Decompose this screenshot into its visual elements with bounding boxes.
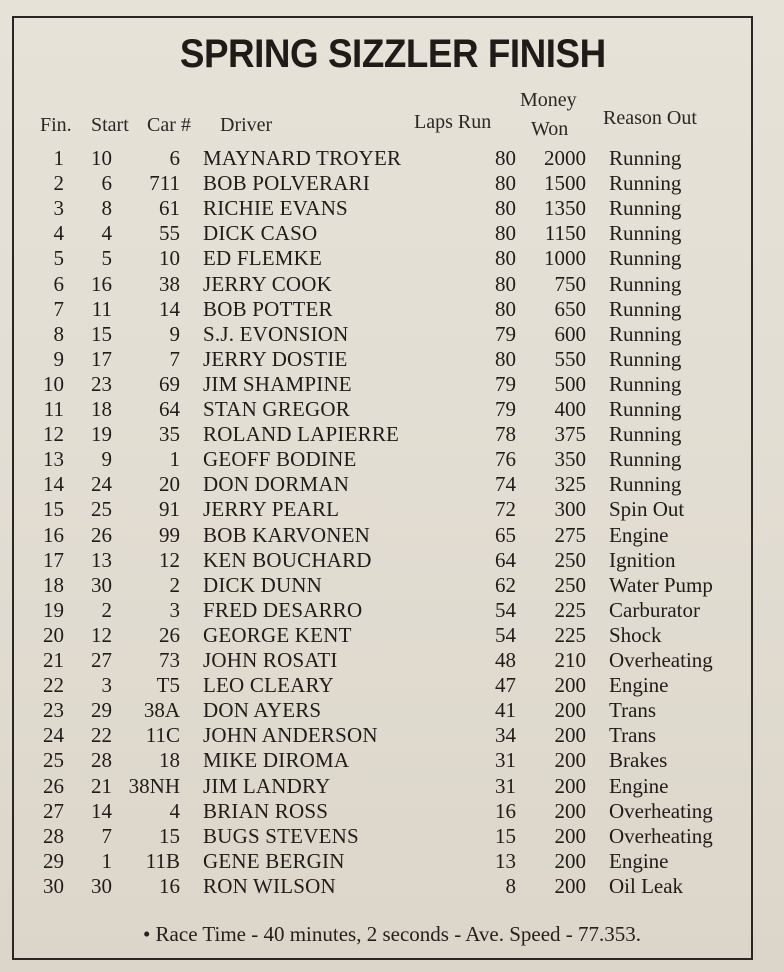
money-won: 750: [554, 271, 586, 296]
race-summary: • Race Time - 40 minutes, 2 seconds - Ave. Speed - 77.353.: [142, 922, 642, 946]
money-won: 200: [554, 673, 586, 698]
finish-position: 23: [43, 698, 64, 723]
start-position: 27: [91, 648, 112, 672]
finish-position: 7: [53, 296, 64, 321]
driver-name: MAYNARD TROYER: [203, 146, 402, 170]
finish-position: 14: [43, 472, 64, 497]
reason-out: Running: [609, 246, 682, 271]
driver-name: MIKE DIROMA: [203, 748, 350, 773]
start-position: 23: [91, 371, 112, 396]
reason-out: Running: [609, 371, 682, 396]
start-position: 15: [91, 321, 112, 346]
table-row: [0, 874, 784, 899]
money-won: 375: [554, 422, 586, 447]
table-row: [0, 347, 784, 372]
driver-name: RICHIE EVANS: [203, 196, 348, 221]
reason-out: Running: [609, 321, 682, 346]
start-position: 22: [91, 723, 112, 748]
reason-out: Spin Out: [609, 497, 685, 522]
table-row: [0, 196, 784, 221]
start-position: 13: [91, 547, 112, 572]
car-number: 4: [169, 798, 180, 823]
money-won: 1000: [544, 246, 586, 271]
laps-run: 31: [495, 748, 516, 773]
reason-out: Brakes: [609, 748, 668, 773]
driver-name: GENE BERGIN: [203, 848, 345, 873]
laps-run: 80: [495, 271, 516, 296]
driver-name: JERRY DOSTIE: [203, 346, 348, 371]
car-number: 10: [159, 246, 180, 271]
laps-run: 41: [495, 698, 516, 723]
driver-name: RON WILSON: [203, 873, 336, 898]
table-row: [0, 523, 784, 548]
header-won: Won: [531, 118, 569, 140]
driver-name: KEN BOUCHARD: [203, 547, 372, 572]
reason-out: Engine: [609, 673, 669, 698]
start-position: 12: [91, 622, 112, 647]
driver-name: ROLAND LAPIERRE: [203, 422, 400, 447]
car-number: 1: [169, 447, 180, 472]
car-number: 12: [159, 547, 180, 572]
reason-out: Running: [609, 472, 682, 497]
reason-out: Running: [609, 171, 682, 196]
start-position: 9: [101, 447, 112, 472]
driver-name: JIM SHAMPINE: [203, 371, 352, 396]
finish-position: 17: [43, 547, 64, 572]
reason-out: Engine: [609, 848, 669, 873]
car-number: 26: [159, 622, 180, 647]
finish-position: 27: [43, 798, 64, 823]
reason-out: Overheating: [609, 648, 713, 672]
driver-name: LEO CLEARY: [203, 673, 334, 698]
start-position: 5: [101, 246, 112, 271]
laps-run: 80: [495, 346, 516, 371]
money-won: 225: [554, 597, 586, 622]
car-number: 711: [149, 171, 180, 196]
car-number: 2: [169, 572, 180, 597]
header-money: Money: [520, 89, 577, 111]
laps-run: 80: [495, 146, 516, 170]
header-driver: Driver: [220, 114, 273, 136]
table-row: [0, 723, 784, 748]
start-position: 7: [101, 823, 112, 848]
money-won: 550: [554, 346, 586, 371]
money-won: 1150: [544, 221, 586, 246]
driver-name: BUGS STEVENS: [203, 823, 359, 848]
finish-position: 3: [53, 196, 64, 221]
reason-out: Trans: [609, 723, 657, 748]
reason-out: Engine: [609, 773, 669, 798]
car-number: 15: [159, 823, 180, 848]
start-position: 30: [91, 572, 112, 597]
table-row: [0, 146, 784, 171]
driver-name: JOHN ROSATI: [203, 648, 338, 672]
laps-run: 80: [495, 246, 516, 271]
laps-run: 15: [495, 823, 516, 848]
start-position: 11: [91, 296, 112, 321]
reason-out: Running: [609, 221, 682, 246]
money-won: 200: [554, 723, 586, 748]
money-won: 200: [554, 773, 586, 798]
laps-run: 48: [495, 648, 516, 672]
start-position: 14: [91, 798, 112, 823]
table-row: [0, 171, 784, 196]
laps-run: 54: [495, 622, 516, 647]
laps-run: 80: [495, 171, 516, 196]
finish-position: 16: [43, 522, 64, 547]
start-position: 16: [91, 271, 112, 296]
table-row: [0, 497, 784, 522]
start-position: 18: [91, 397, 112, 421]
driver-name: JOHN ANDERSON: [203, 723, 378, 748]
driver-name: BOB POTTER: [203, 296, 333, 321]
laps-run: 31: [495, 773, 516, 798]
finish-position: 18: [43, 572, 64, 597]
table-row: [0, 623, 784, 648]
driver-name: DICK DUNN: [203, 572, 323, 597]
table-row: [0, 548, 784, 573]
table-row: [0, 272, 784, 297]
start-position: 24: [91, 472, 112, 497]
laps-run: 13: [495, 848, 516, 873]
laps-run: 80: [495, 221, 516, 246]
laps-run: 79: [495, 321, 516, 346]
car-number: 69: [159, 371, 180, 396]
car-number: 64: [159, 397, 180, 421]
car-number: 73: [159, 648, 180, 672]
money-won: 350: [554, 447, 586, 472]
reason-out: Shock: [609, 622, 662, 647]
money-won: 600: [554, 321, 586, 346]
driver-name: BOB POLVERARI: [203, 171, 370, 196]
table-row: [0, 748, 784, 773]
car-number: 91: [159, 497, 180, 522]
finish-position: 22: [43, 673, 64, 698]
reason-out: Overheating: [609, 823, 713, 848]
start-position: 21: [91, 773, 112, 798]
table-row: [0, 372, 784, 397]
finish-position: 15: [43, 497, 64, 522]
money-won: 200: [554, 798, 586, 823]
money-won: 1350: [544, 196, 586, 221]
car-number: 38A: [143, 698, 180, 723]
laps-run: 54: [495, 597, 516, 622]
driver-name: DON AYERS: [203, 698, 322, 723]
finish-position: 11: [43, 397, 64, 421]
start-position: 28: [91, 748, 112, 773]
driver-name: JIM LANDRY: [203, 773, 331, 798]
driver-name: ED FLEMKE: [203, 246, 323, 271]
finish-position: 5: [53, 246, 64, 271]
driver-name: JERRY COOK: [203, 271, 332, 296]
driver-name: DON DORMAN: [203, 472, 350, 497]
laps-run: 79: [495, 397, 516, 421]
car-number: 38NH: [128, 773, 180, 798]
table-row: [0, 774, 784, 799]
laps-run: 62: [495, 572, 516, 597]
laps-run: 34: [495, 723, 516, 748]
reason-out: Overheating: [609, 798, 713, 823]
reason-out: Running: [609, 447, 682, 472]
start-position: 30: [91, 873, 112, 898]
car-number: 18: [159, 748, 180, 773]
start-position: 8: [101, 196, 112, 221]
finish-position: 4: [53, 221, 64, 246]
header-car: Car #: [147, 114, 191, 136]
money-won: 500: [554, 371, 586, 396]
start-position: 29: [91, 698, 112, 723]
driver-name: BRIAN ROSS: [203, 798, 329, 823]
finish-position: 20: [43, 622, 64, 647]
reason-out: Running: [609, 346, 682, 371]
driver-name: DICK CASO: [203, 221, 318, 246]
finish-position: 21: [43, 648, 64, 672]
header-laps-run: Laps Run: [414, 111, 492, 133]
car-number: 16: [159, 873, 180, 898]
start-position: 1: [101, 848, 112, 873]
finish-position: 6: [53, 271, 64, 296]
reason-out: Running: [609, 196, 682, 221]
reason-out: Running: [609, 146, 682, 170]
table-row: [0, 447, 784, 472]
reason-out: Ignition: [609, 547, 676, 572]
finish-position: 2: [53, 171, 64, 196]
laps-run: 76: [495, 447, 516, 472]
start-position: 4: [101, 221, 112, 246]
table-row: [0, 799, 784, 824]
header-fin: Fin.: [40, 114, 72, 136]
car-number: 11C: [145, 723, 180, 748]
table-row: [0, 598, 784, 623]
driver-name: STAN GREGOR: [203, 397, 350, 421]
laps-run: 8: [505, 873, 516, 898]
car-number: 35: [159, 422, 180, 447]
reason-out: Running: [609, 397, 682, 421]
driver-name: GEORGE KENT: [203, 622, 352, 647]
table-row: [0, 673, 784, 698]
car-number: 99: [159, 522, 180, 547]
money-won: 650: [554, 296, 586, 321]
laps-run: 78: [495, 422, 516, 447]
finish-position: 29: [43, 848, 64, 873]
table-row: [0, 246, 784, 271]
table-row: [0, 221, 784, 246]
table-row: [0, 573, 784, 598]
header-reason-out: Reason Out: [603, 107, 697, 129]
reason-out: Running: [609, 422, 682, 447]
laps-run: 65: [495, 522, 516, 547]
table-row: [0, 648, 784, 673]
finish-position: 13: [43, 447, 64, 472]
driver-name: S.J. EVONSION: [203, 321, 349, 346]
finish-position: 30: [43, 873, 64, 898]
start-position: 19: [91, 422, 112, 447]
reason-out: Running: [609, 296, 682, 321]
start-position: 25: [91, 497, 112, 522]
reason-out: Carburator: [609, 597, 700, 622]
money-won: 400: [554, 397, 586, 421]
finish-position: 26: [43, 773, 64, 798]
start-position: 2: [101, 597, 112, 622]
driver-name: JERRY PEARL: [203, 497, 340, 522]
money-won: 250: [554, 572, 586, 597]
start-position: 3: [101, 673, 112, 698]
money-won: 200: [554, 848, 586, 873]
reason-out: Running: [609, 271, 682, 296]
car-number: 55: [159, 221, 180, 246]
header-start: Start: [91, 114, 129, 136]
money-won: 210: [554, 648, 586, 672]
finish-position: 1: [53, 146, 64, 170]
laps-run: 16: [495, 798, 516, 823]
car-number: 9: [169, 321, 180, 346]
money-won: 300: [554, 497, 586, 522]
money-won: 1500: [544, 171, 586, 196]
laps-run: 74: [495, 472, 516, 497]
money-won: 325: [554, 472, 586, 497]
finish-position: 12: [43, 422, 64, 447]
finish-position: 25: [43, 748, 64, 773]
results-title: SPRING SIZZLER FINISH: [179, 32, 606, 76]
money-won: 2000: [544, 146, 586, 170]
money-won: 200: [554, 748, 586, 773]
laps-run: 47: [495, 673, 516, 698]
table-row: [0, 698, 784, 723]
money-won: 200: [554, 823, 586, 848]
start-position: 6: [101, 171, 112, 196]
finish-position: 28: [43, 823, 64, 848]
table-row: [0, 422, 784, 447]
finish-position: 10: [43, 371, 64, 396]
car-number: 38: [159, 271, 180, 296]
finish-position: 8: [53, 321, 64, 346]
table-row: [0, 472, 784, 497]
laps-run: 80: [495, 296, 516, 321]
car-number: 11B: [145, 848, 180, 873]
money-won: 250: [554, 547, 586, 572]
laps-run: 64: [495, 547, 516, 572]
car-number: 3: [169, 597, 180, 622]
finish-position: 9: [53, 346, 64, 371]
table-row: [0, 824, 784, 849]
car-number: 20: [159, 472, 180, 497]
table-row: [0, 322, 784, 347]
money-won: 275: [554, 522, 586, 547]
start-position: 10: [91, 146, 112, 170]
start-position: 17: [91, 346, 112, 371]
money-won: 225: [554, 622, 586, 647]
car-number: 14: [159, 296, 180, 321]
money-won: 200: [554, 873, 586, 898]
reason-out: Trans: [609, 698, 657, 723]
start-position: 26: [91, 522, 112, 547]
car-number: 6: [169, 146, 180, 170]
reason-out: Engine: [609, 522, 669, 547]
reason-out: Oil Leak: [609, 873, 684, 898]
car-number: 61: [159, 196, 180, 221]
table-row: [0, 849, 784, 874]
table-row: [0, 397, 784, 422]
finish-position: 19: [43, 597, 64, 622]
laps-run: 80: [495, 196, 516, 221]
table-row: [0, 297, 784, 322]
finish-position: 24: [43, 723, 64, 748]
driver-name: GEOFF BODINE: [203, 447, 357, 472]
reason-out: Water Pump: [609, 572, 713, 597]
laps-run: 72: [495, 497, 516, 522]
car-number: T5: [156, 673, 180, 698]
car-number: 7: [169, 346, 180, 371]
money-won: 200: [554, 698, 586, 723]
driver-name: BOB KARVONEN: [203, 522, 370, 547]
driver-name: FRED DESARRO: [203, 597, 363, 622]
laps-run: 79: [495, 371, 516, 396]
